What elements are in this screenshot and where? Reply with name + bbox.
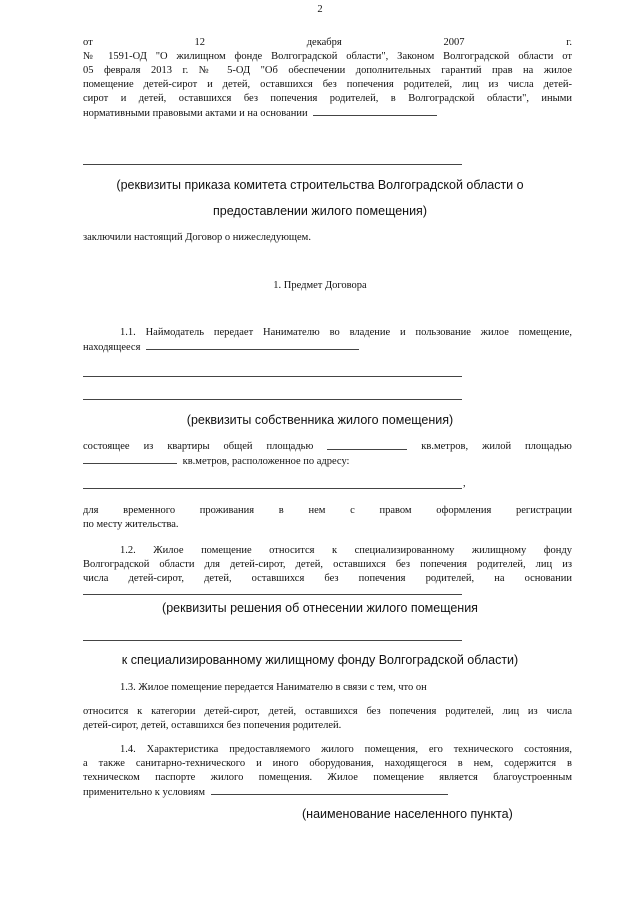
text-line: 1.3. Жилое помещение передается Нанимателю в связи с тем, что он bbox=[120, 682, 427, 693]
blank-field[interactable] bbox=[327, 440, 407, 450]
word: временного bbox=[123, 505, 176, 516]
area-line bbox=[83, 440, 572, 453]
word: правом bbox=[379, 505, 412, 516]
word: 12 bbox=[194, 37, 205, 48]
blank-line[interactable] bbox=[83, 376, 462, 377]
text-line: а также санитарно-технического и иного оборудования, находящегося в нем, содержится в bbox=[83, 758, 572, 769]
text-line: Волгоградской области для детей-сирот, детей, оставшихся без попечения родителей, лиц из bbox=[83, 559, 572, 570]
text-line: 1.1. Наймодатель передает Нанимателю во владение и пользование жилое помещение, bbox=[120, 327, 572, 338]
text-line bbox=[83, 504, 572, 517]
word: площадью bbox=[525, 441, 572, 452]
word: проживания bbox=[199, 505, 255, 516]
word: общей bbox=[223, 441, 253, 452]
blank-line[interactable] bbox=[83, 164, 462, 165]
caption: (реквизиты приказа комитета строительства Волгоградской области о bbox=[116, 178, 524, 192]
blank-line[interactable] bbox=[83, 399, 462, 400]
blank-line[interactable] bbox=[83, 594, 462, 595]
word: 2007 bbox=[443, 37, 465, 48]
text-line: относится к категории детей-сирот, детей, оставшихся без попечения родителей, лиц из числа bbox=[83, 706, 572, 717]
comma: , bbox=[463, 478, 466, 489]
word: состоящее bbox=[83, 441, 130, 452]
word: нем bbox=[308, 505, 326, 516]
blank-line[interactable] bbox=[83, 640, 462, 641]
word: жилой bbox=[482, 441, 512, 452]
caption: к специализированному жилищному фонду Волгоградской области) bbox=[121, 653, 519, 667]
word: декабря bbox=[306, 37, 342, 48]
text-line: сирот и детей, оставшихся без попечения родителей, в Волгоградской области", иными bbox=[83, 93, 572, 104]
text-line bbox=[83, 106, 437, 120]
text-line: техническом паспорте жилого помещения. Жилое помещение является благоустроенным bbox=[83, 772, 572, 783]
word: оформления bbox=[436, 505, 492, 516]
text-line: № 1591-ОД "О жилищном фонде Волгоградской области", Законом Волгоградской области от bbox=[83, 51, 572, 62]
date-line bbox=[83, 36, 572, 49]
caption: (реквизиты собственника жилого помещения) bbox=[186, 413, 454, 427]
section-heading: 1. Предмет Договора bbox=[273, 280, 367, 291]
word: от bbox=[83, 37, 93, 48]
caption: предоставлении жилого помещения) bbox=[213, 204, 427, 218]
text-line: 1.2. Жилое помещение относится к специализированному жилищному фонду bbox=[120, 545, 572, 556]
text-line: заключили настоящий Договор о нижеследующем. bbox=[83, 232, 311, 243]
text-line bbox=[83, 454, 349, 468]
word: г. bbox=[566, 37, 572, 48]
page-number: 2 bbox=[317, 4, 323, 15]
word: в bbox=[278, 505, 284, 516]
blank-field[interactable] bbox=[83, 454, 177, 464]
text-line: числа детей-сирот, детей, оставшихся без попечения родителей, на основании bbox=[83, 573, 572, 584]
text-fragment: находящееся bbox=[83, 342, 141, 353]
word: кв.метров, bbox=[421, 441, 469, 452]
text-line: по месту жительства. bbox=[83, 519, 179, 530]
text-line: 1.4. Характеристика предоставляемого жилого помещения, его технического состояния, bbox=[120, 744, 572, 755]
blank-field[interactable] bbox=[211, 785, 448, 795]
text-fragment: применительно к условиям bbox=[83, 787, 205, 798]
text-line: 05 февраля 2013 г. № 5-ОД "Об обеспечении дополнительных гарантий прав на жилое bbox=[83, 65, 572, 76]
text-fragment: кв.метров, расположенное по адресу: bbox=[182, 456, 350, 467]
text-line bbox=[83, 340, 359, 354]
word: площадью bbox=[266, 441, 314, 452]
blank-field[interactable] bbox=[313, 106, 437, 116]
word: с bbox=[350, 505, 355, 516]
word: квартиры bbox=[167, 441, 210, 452]
blank-line[interactable] bbox=[83, 488, 462, 489]
word: из bbox=[143, 441, 154, 452]
text-line bbox=[83, 785, 448, 799]
text-line: детей-сирот, детей, оставшихся без попечения родителей. bbox=[83, 720, 342, 731]
text-line: помещение детей-сирот и детей, оставшихся без попечения родителей, лиц из числа детей- bbox=[83, 79, 572, 90]
caption: (реквизиты решения об отнесении жилого помещения bbox=[162, 601, 478, 615]
word: регистрации bbox=[516, 505, 572, 516]
text-fragment: нормативными правовыми актами и на основании bbox=[83, 108, 308, 119]
word: для bbox=[83, 505, 99, 516]
blank-field[interactable] bbox=[146, 340, 359, 350]
caption: (наименование населенного пункта) bbox=[302, 807, 513, 821]
